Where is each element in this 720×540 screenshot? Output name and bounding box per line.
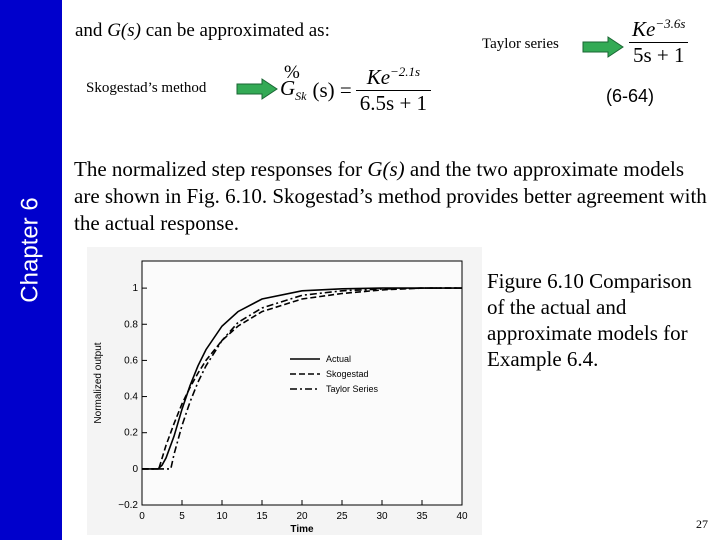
skogestad-tilde: % — [284, 61, 300, 83]
body-paragraph — [74, 156, 714, 237]
taylor-numerator: Ke — [632, 17, 656, 41]
taylor-denominator: 5s + 1 — [629, 42, 689, 68]
skogestad-numerator: Ke — [366, 65, 391, 89]
intro-suffix: can be approximated as: — [140, 20, 330, 41]
body-text-s: (s) — [382, 157, 405, 181]
taylor-exponent: −3.6s — [655, 16, 686, 31]
skogestad-sub: Sk — [295, 89, 307, 104]
skogestad-denominator: 6.5s + 1 — [356, 90, 431, 116]
y-tick-label: 0.4 — [124, 391, 138, 403]
skogestad-arrow-icon — [236, 78, 278, 100]
x-tick-label: 25 — [336, 511, 348, 522]
x-tick-label: 20 — [296, 511, 308, 522]
intro-line — [75, 20, 330, 42]
legend-label: Actual — [326, 354, 352, 364]
plot-frame — [142, 261, 462, 505]
legend-label: Skogestad — [326, 369, 369, 379]
taylor-equation — [628, 16, 689, 68]
figure-caption: Figure 6.10 Comparison of the actual and approximate models for Example 6.4. — [487, 269, 692, 371]
step-response-chart — [87, 247, 482, 535]
y-tick-label: 0 — [132, 463, 138, 475]
y-tick-label: 0.6 — [124, 355, 138, 367]
y-tick-label: 0.8 — [124, 319, 138, 331]
intro-s: (s) — [120, 20, 141, 41]
x-tick-label: 0 — [139, 511, 145, 522]
x-axis-label: Time — [290, 524, 314, 535]
page-number: 27 — [696, 517, 708, 531]
taylor-arrow-icon — [582, 36, 624, 58]
skogestad-exponent: −2.1s — [390, 64, 421, 79]
skogestad-label: Skogestad’s method — [86, 80, 207, 96]
x-tick-label: 40 — [456, 511, 468, 522]
intro-g: G — [107, 20, 121, 41]
y-axis-label: Normalized output — [93, 342, 104, 424]
x-tick-label: 15 — [256, 511, 268, 522]
skogestad-arg: (s) = — [312, 77, 352, 102]
y-tick-label: −0.2 — [118, 500, 138, 511]
body-text-2: and the two approximate models are shown in Fig. 6.10. Skogestad’s method provides better agreement with the actual response. — [74, 157, 707, 235]
x-tick-label: 5 — [179, 511, 185, 522]
skogestad-g: G — [280, 75, 296, 100]
x-tick-label: 10 — [216, 511, 228, 522]
legend-label: Taylor Series — [326, 384, 379, 394]
body-text-g: G — [367, 157, 383, 181]
skogestad-equation — [280, 61, 431, 116]
chapter-label-container — [0, 150, 62, 350]
chapter-label: Chapter 6 — [17, 197, 44, 303]
skogestad-lhs — [280, 61, 309, 104]
y-tick-label: 0.2 — [124, 427, 138, 439]
body-text-1: The normalized step responses for — [74, 157, 368, 181]
chart-plot-layer — [93, 261, 468, 535]
intro-prefix: and — [75, 20, 108, 41]
taylor-label: Taylor series — [482, 36, 559, 52]
x-tick-label: 30 — [376, 511, 388, 522]
x-tick-label: 35 — [416, 511, 428, 522]
equation-number: (6-64) — [606, 86, 655, 106]
y-tick-label: 1 — [132, 283, 138, 295]
